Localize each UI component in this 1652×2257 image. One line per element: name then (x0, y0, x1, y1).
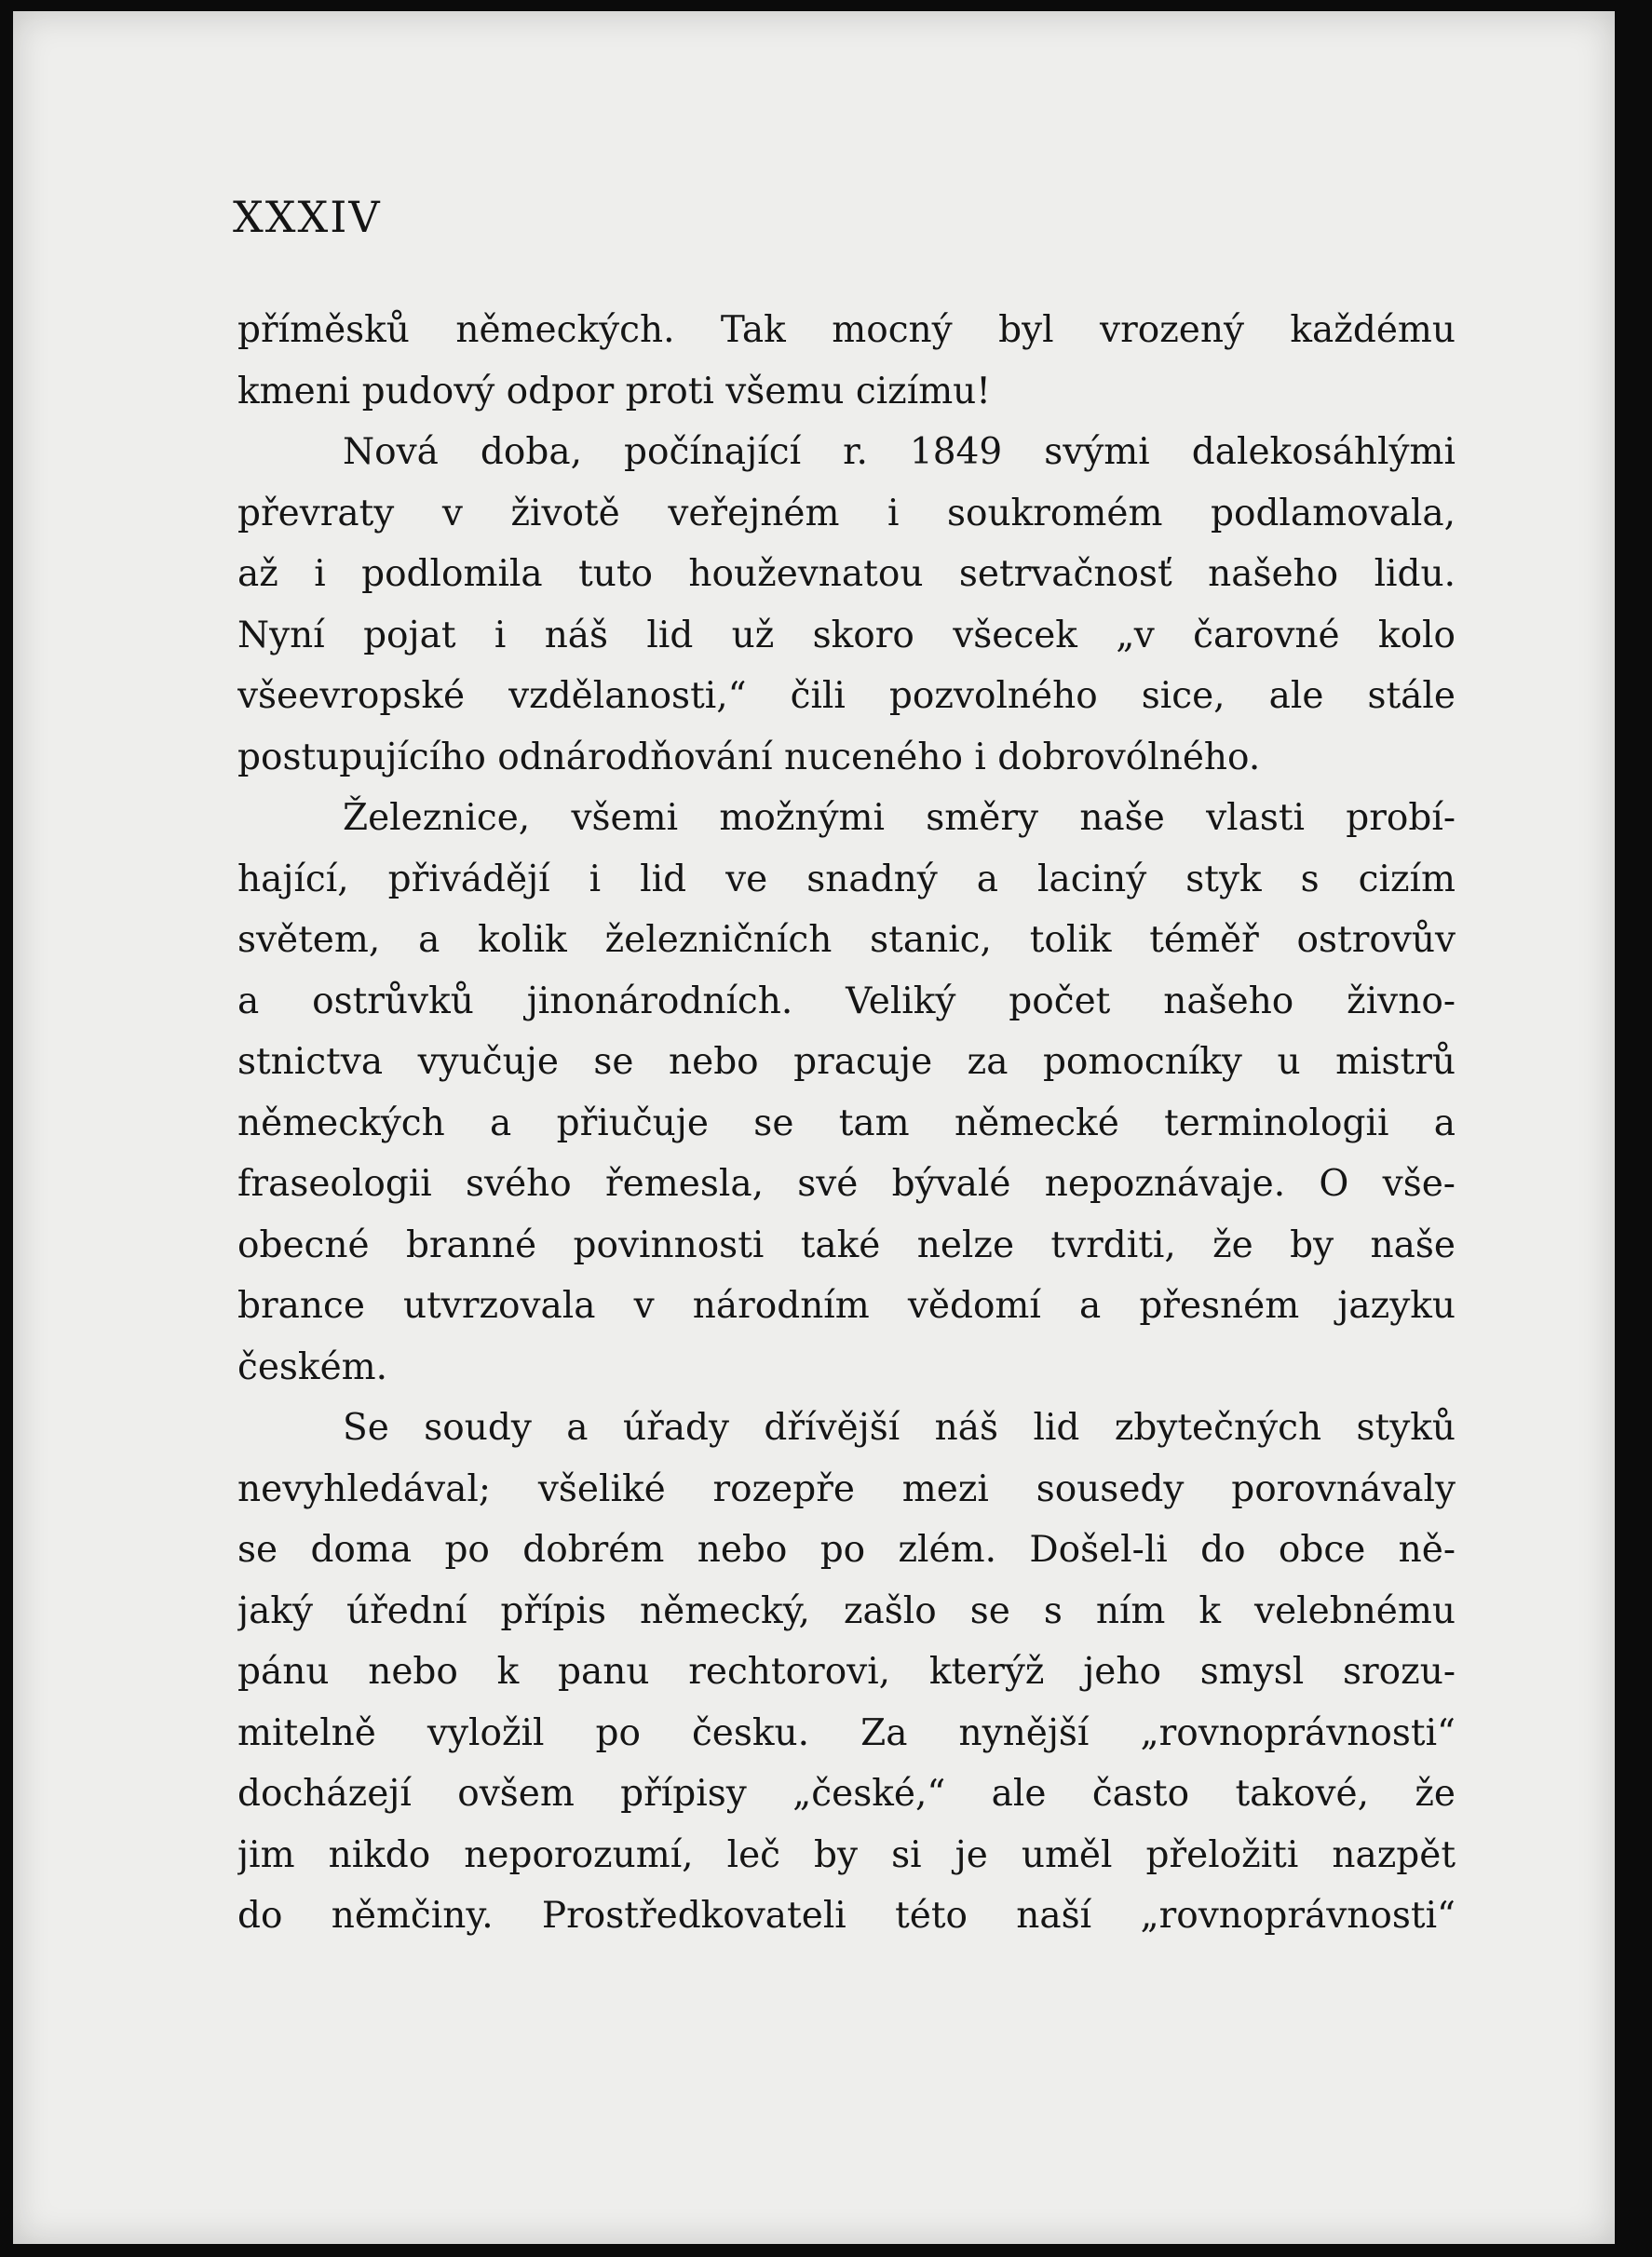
scan-edge-mark (1632, 1052, 1652, 1080)
text-line: jaký úřední přípis německý, zašlo se s ním k velebnému (237, 1589, 1456, 1632)
scan-edge-mark (1632, 200, 1652, 349)
body-text (237, 300, 1456, 1947)
text-line: do němčiny. Prostředkovateli této naší „rovnoprávnosti“ (237, 1895, 1456, 1937)
text-line: hající, přivádějí i lid ve snadný a laciný styk s cizím (237, 858, 1456, 900)
text-line: fraseologii svého řemesla, své bývalé nepoznávaje. O vše- (237, 1163, 1456, 1205)
page-number: XXXIV (233, 192, 382, 242)
text-line: převraty v životě veřejném i soukromém podlamovala, (237, 492, 1456, 534)
text-line: docházejí ovšem přípisy „české,“ ale často takové, že (237, 1773, 1456, 1815)
text-line: stnictva vyučuje se nebo pracuje za pomocníky u mistrů (237, 1041, 1456, 1083)
text-line: se doma po dobrém nebo po zlém. Došel-li do obce ně- (237, 1529, 1456, 1571)
text-line: Nyní pojat i náš lid už skoro všecek „v čarovné kolo (237, 614, 1456, 656)
text-line: až i podlomila tuto houževnatou setrvačnosť našeho lidu. (237, 553, 1456, 595)
text-line: mitelně vyložil po česku. Za nynější „rovnoprávnosti“ (237, 1711, 1456, 1754)
text-line: Nová doba, počínající r. 1849 svými dalekosáhlými (343, 431, 1456, 473)
text-line: Železnice, všemi možnými směry naše vlasti probí- (343, 797, 1456, 839)
text-line: jim nikdo neporozumí, leč by si je uměl přeložiti nazpět (237, 1833, 1456, 1876)
text-line: kmeni pudový odpor proti všemu cizímu! (237, 370, 991, 412)
text-line: příměsků německých. Tak mocný byl vrozený každému (237, 309, 1456, 351)
text-line: českém. (237, 1345, 388, 1388)
text-line: Se soudy a úřady dřívější náš lid zbytečných styků (343, 1407, 1456, 1449)
text-line: všeevropské vzdělanosti,“ čili pozvolného sice, ale stále (237, 675, 1456, 717)
text-line: postupujícího odnárodňování nuceného i dobrovólného. (237, 736, 1261, 778)
text-line: světem, a kolik železničních stanic, tolik téměř ostrovův (237, 919, 1456, 961)
text-line: pánu nebo k panu rechtorovi, kterýž jeho smysl srozu- (237, 1651, 1456, 1693)
text-line: brance utvrzovala v národním vědomí a přesném jazyku (237, 1285, 1456, 1327)
text-line: německých a přiučuje se tam německé terminologii a (237, 1101, 1456, 1144)
text-line: nevyhledával; všeliké rozepře mezi sousedy porovnávaly (237, 1467, 1456, 1510)
text-line: a ostrůvků jinonárodních. Veliký počet našeho živno- (237, 980, 1456, 1022)
text-line: obecné branné povinnosti také nelze tvrditi, že by naše (237, 1223, 1456, 1266)
